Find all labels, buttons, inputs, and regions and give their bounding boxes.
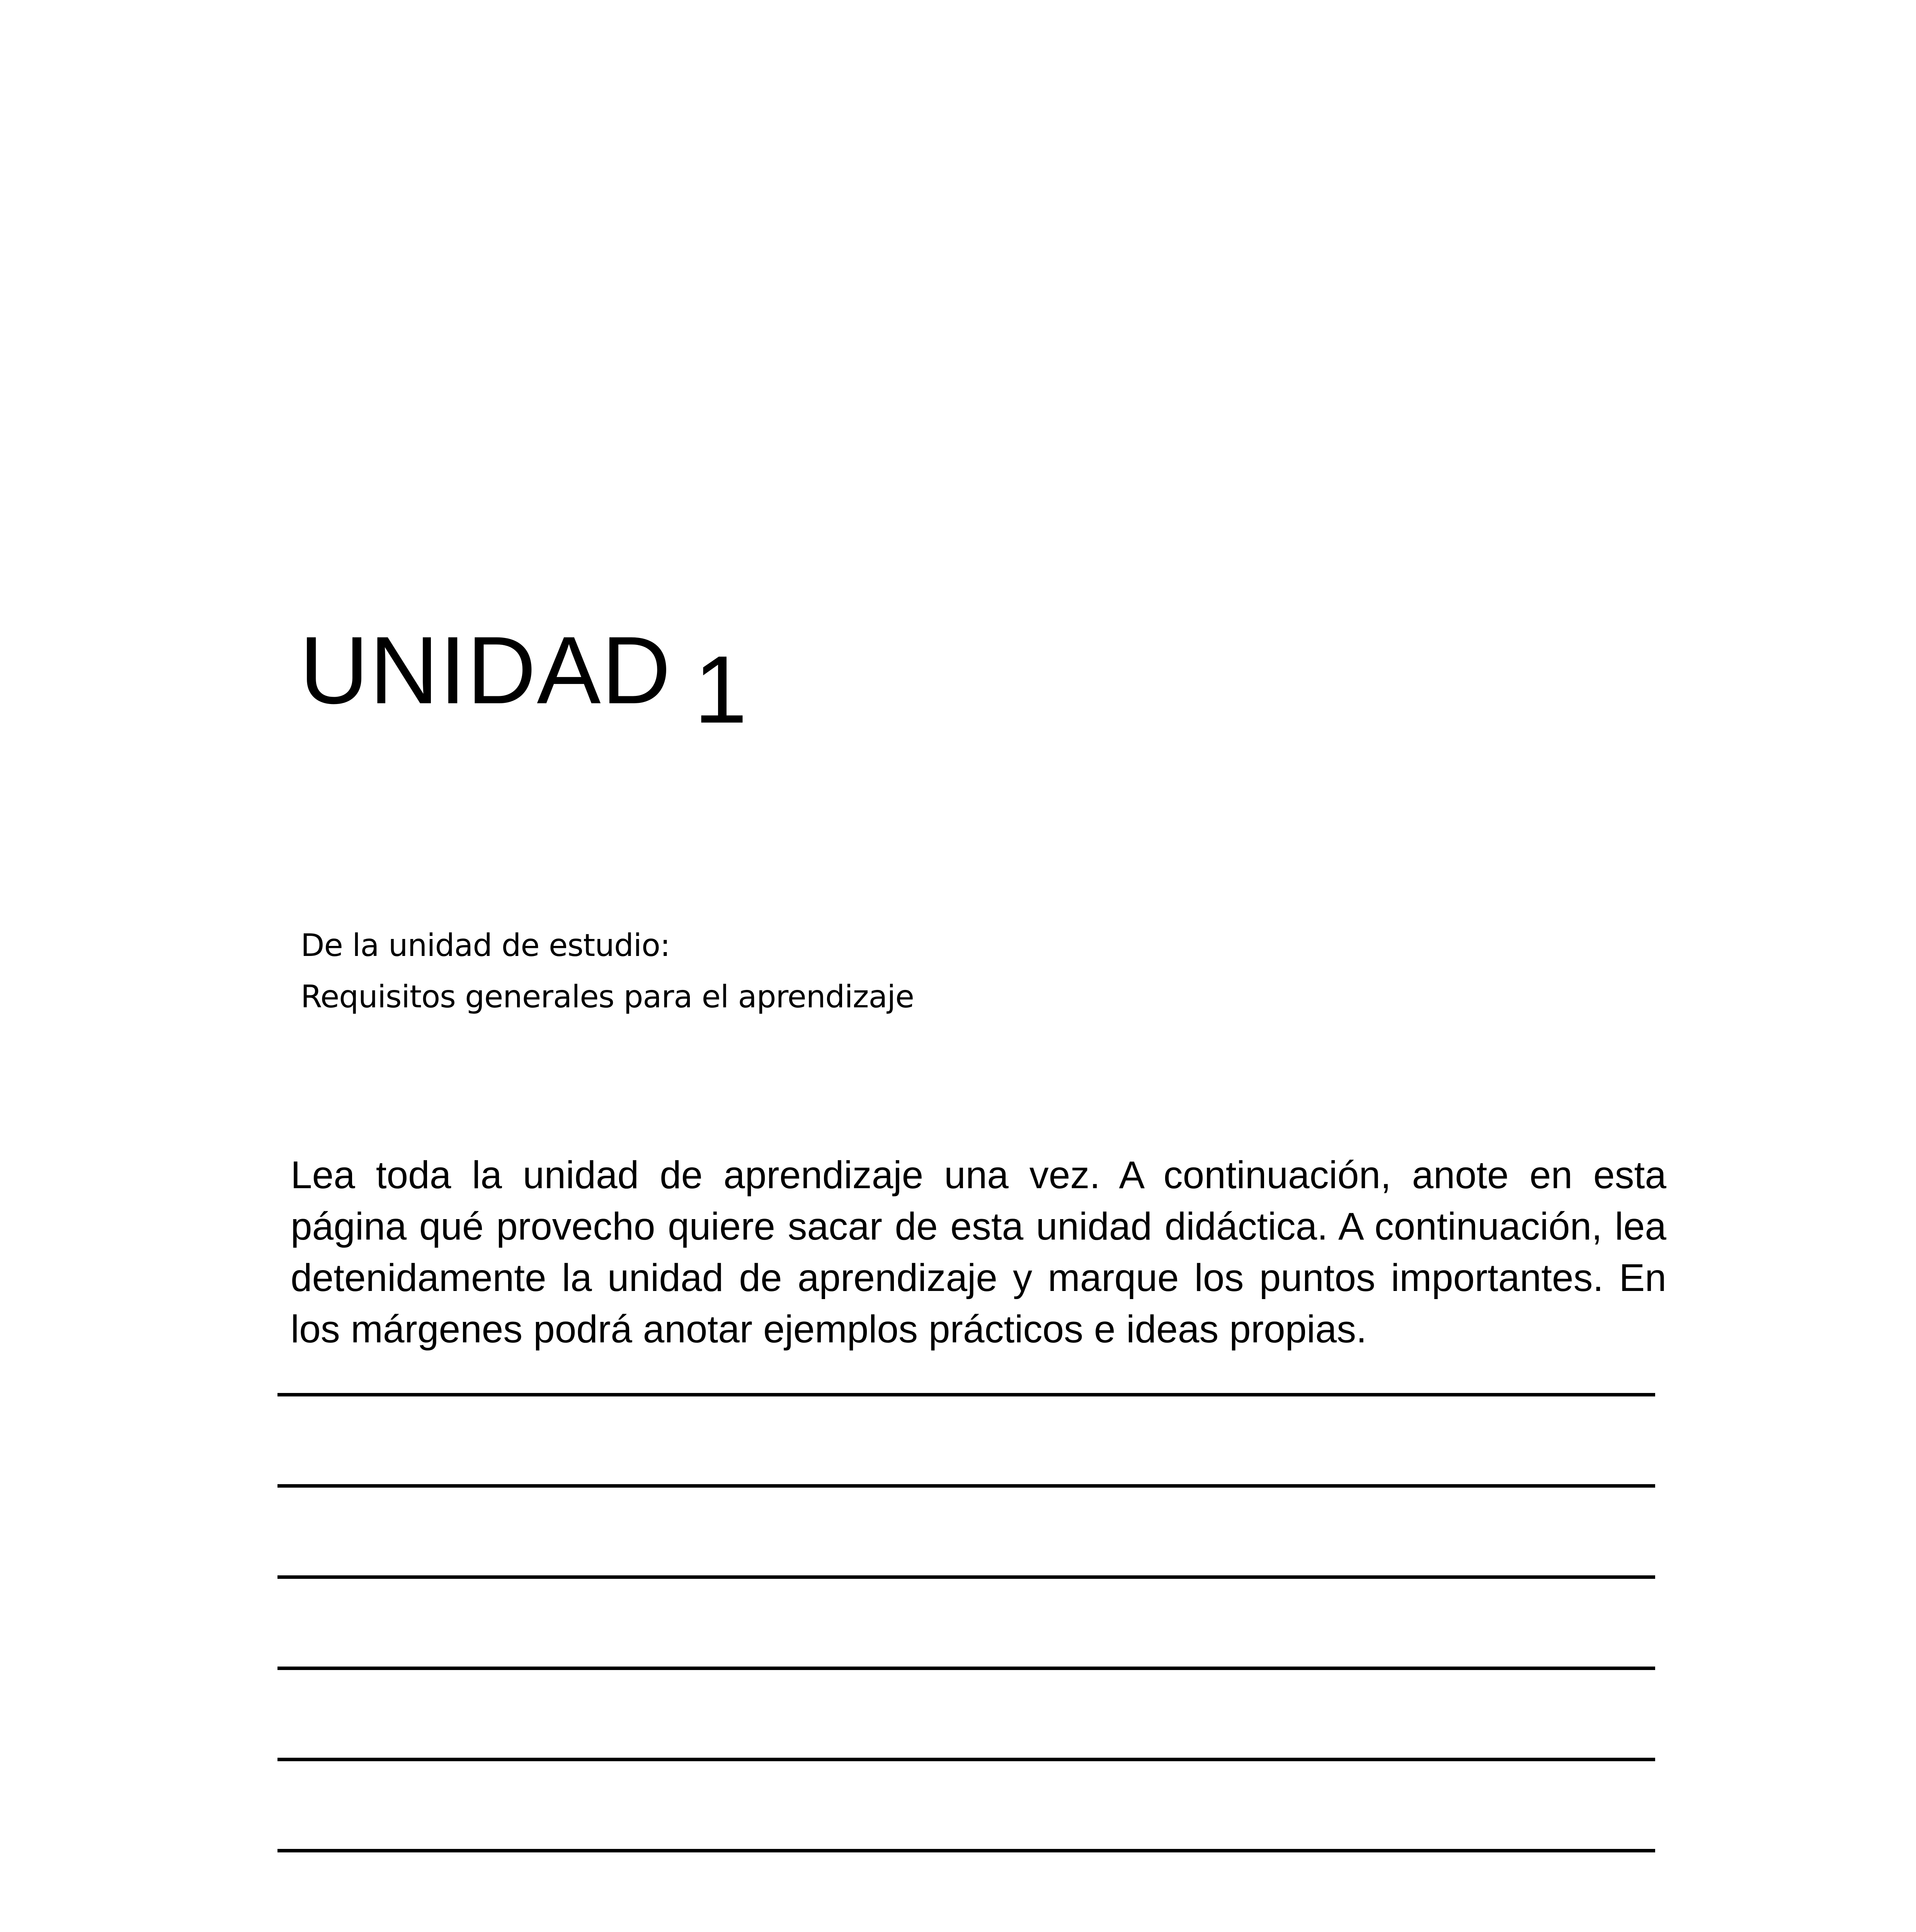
instructions-paragraph: Lea toda la unidad de aprendizaje una vez. A continuación, anote en esta página qué provecho quiere sacar de esta unidad didáctica. A continuación, lea detenidamente la unidad de aprendizaje y marque los puntos importantes. En los márgenes podrá anotar ejemplos prácticos e ideas propias. [291,1153,1666,1351]
unit-title-word: UNIDAD [299,616,672,724]
writing-line [277,1758,1655,1761]
writing-lines [277,1393,1655,1932]
writing-line [277,1575,1655,1579]
unit-title [299,616,747,743]
writing-line [277,1484,1655,1488]
unit-number: 1 [694,636,747,743]
unit-subtitle [301,920,914,1022]
subtitle-line-1: De la unidad de estudio: [301,927,670,963]
writing-line [277,1667,1655,1670]
writing-line [277,1393,1655,1396]
writing-line [277,1849,1655,1852]
subtitle-line-2: Requisitos generales para el aprendizaje [301,979,914,1015]
